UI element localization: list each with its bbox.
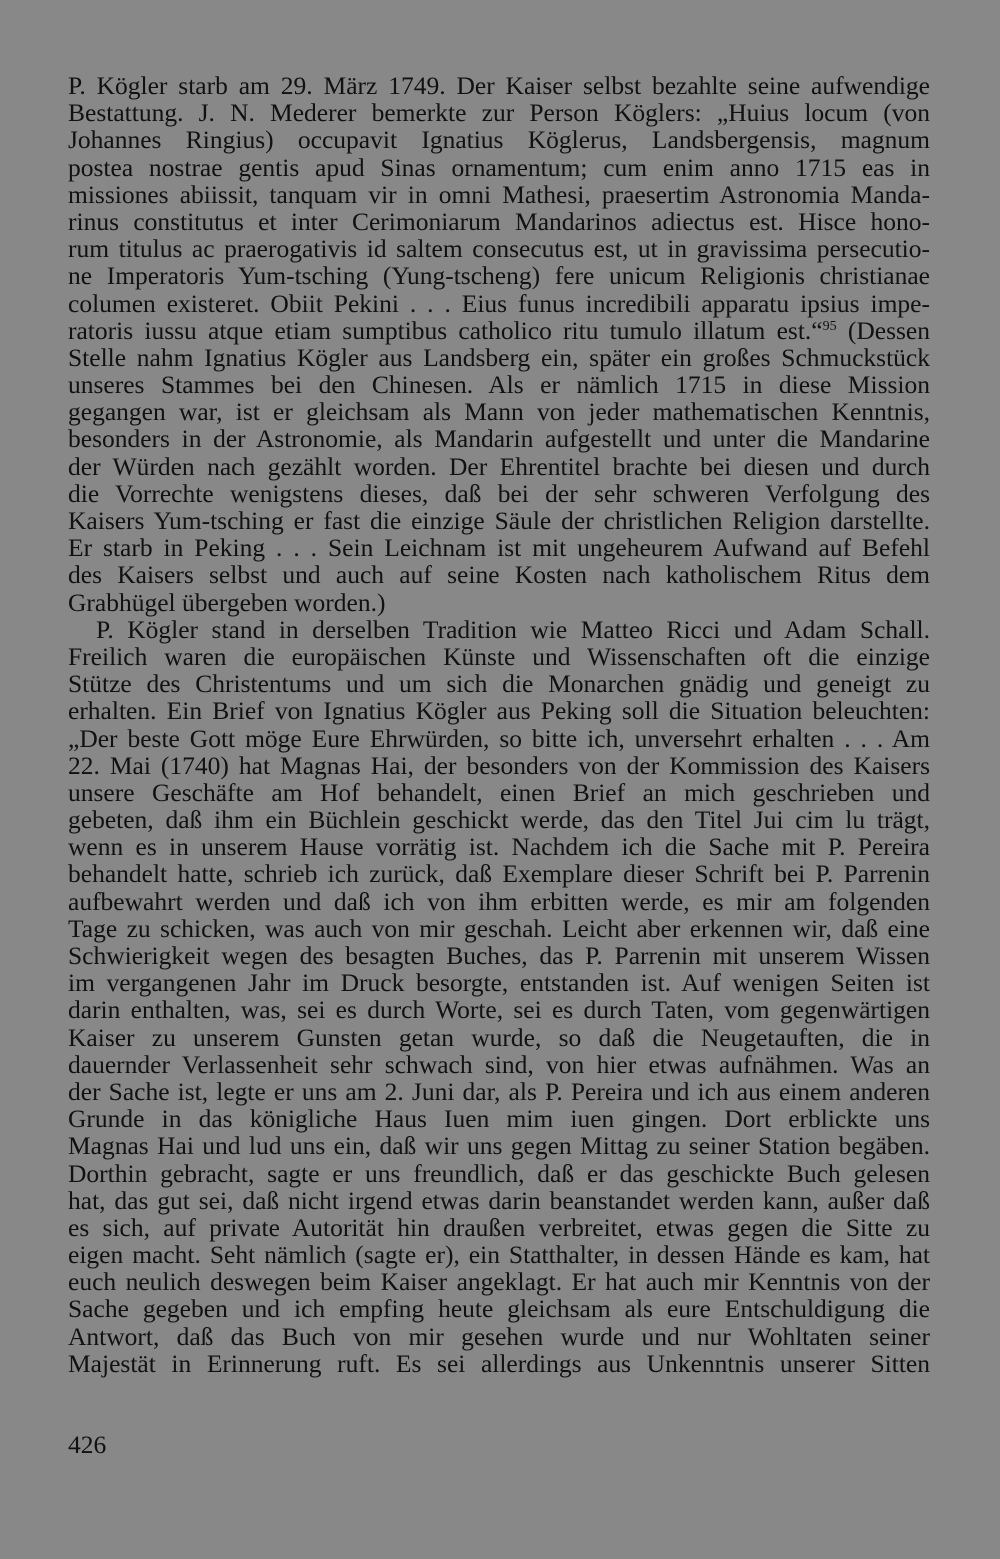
text-line: 22. Mai (1740) hat Magnas Hai, der besonders von der Kommission des Kaisers (68, 750, 930, 780)
text-line: Stütze des Christentums und um sich die Monarchen gnädig und geneigt zu (68, 669, 930, 699)
text-line: der Würden nach gezählt worden. Der Ehrentitel brachte bei diesen und durch (68, 451, 930, 481)
text-line: P. Kögler stand in derselben Tradition wie Matteo Ricci und Adam Schall. (96, 614, 930, 644)
text-line: Antwort, daß das Buch von mir gesehen wurde und nur Wohltaten seiner (68, 1321, 930, 1351)
text-line: Dorthin gebracht, sagte er uns freundlich, daß er das geschickte Buch gelesen (68, 1158, 930, 1188)
text-line: die Vorrechte wenigstens dieses, daß bei der sehr schweren Verfolgung des (68, 478, 930, 508)
text-line: behandelt hatte, schrieb ich zurück, daß Exemplare dieser Schrift bei P. Parrenin (68, 859, 930, 889)
text-line: Tage zu schicken, was auch von mir geschah. Leicht aber erkennen wir, daß eine (68, 913, 930, 943)
paragraph-2 (68, 616, 930, 1377)
text-line: es sich, auf private Autorität hin draußen verbreitet, etwas gegen die Sitte zu (68, 1212, 930, 1242)
page-number: 426 (68, 1430, 107, 1459)
text-line: Er starb in Peking . . . Sein Leichnam ist mit ungeheurem Aufwand auf Befehl (68, 533, 930, 563)
text-line: Sache gegeben und ich empfing heute gleichsam als eure Entschuldigung die (68, 1294, 930, 1324)
text-line: Johannes Ringius) occupavit Ignatius Köglerus, Landsbergensis, magnum (68, 125, 930, 155)
page-body (68, 72, 930, 1377)
text-line: darin enthalten, was, sei es durch Worte, sei es durch Taten, vom gegenwärtigen (68, 995, 930, 1025)
text-line: Freilich waren die europäischen Künste und Wissenschaften oft die einzige (68, 641, 930, 671)
text-line: Kaisers Yum-tsching er fast die einzige Säule der christlichen Religion darstellte. (68, 506, 930, 535)
text-line: postea nostrae gentis apud Sinas ornamentum; cum enim anno 1715 eas in (68, 152, 930, 182)
text-line: besonders in der Astronomie, als Mandarin aufgestellt und unter die Mandarine (68, 424, 930, 454)
text-line: Grunde in das königliche Haus Iuen mim iuen gingen. Dort erblickte uns (68, 1104, 930, 1134)
text-line: ne Imperatoris Yum-tsching (Yung-tscheng) fere unicum Religionis christianae (68, 261, 930, 291)
text-line: unsere Geschäfte am Hof behandelt, einen Brief an mich geschrieben und (68, 777, 930, 807)
text-line: Bestattung. J. N. Mederer bemerkte zur Person Köglers: „Huius locum (von (68, 98, 930, 128)
text-line-with-footnote (68, 317, 930, 344)
footnote-reference: 95 (822, 318, 837, 334)
text-line: aufbewahrt werden und daß ich von ihm erbitten werde, es mir am folgenden (68, 886, 930, 916)
text-line: wenn es in unserem Hause vorrätig ist. Nachdem ich die Sache mit P. Pereira (68, 832, 930, 862)
text-line: eigen macht. Seht nämlich (sagte er), ein Statthalter, in dessen Hände es kam, hat (68, 1240, 930, 1270)
text-segment: (Dessen (836, 315, 930, 345)
text-line: columen existeret. Obiit Pekini . . . Eius funus incredibili apparatu ipsius impe- (68, 288, 930, 318)
text-line: euch neulich deswegen beim Kaiser angeklagt. Er hat auch mir Kenntnis von der (68, 1267, 930, 1297)
text-line: hat, das gut sei, daß nicht irgend etwas darin beanstandet werden kann, außer daß (68, 1185, 930, 1215)
text-line: der Sache ist, legte er uns am 2. Juni dar, als P. Pereira und ich aus einem anderen (68, 1076, 930, 1106)
text-segment: ratoris iussu atque etiam sumptibus catholico ritu tumulo illatum est.“ (68, 315, 823, 345)
text-line: gebeten, daß ihm ein Büchlein geschickt werde, das den Titel Jui cim lu trägt, (68, 805, 930, 835)
text-line: rum titulus ac praerogativis id saltem consecutus est, ut in gravissima persecutio- (68, 234, 930, 264)
text-line: im vergangenen Jahr im Druck besorgte, entstanden ist. Auf wenigen Seiten ist (68, 968, 930, 998)
text-line: rinus constitutus et inter Cerimoniarum Mandarinos adiectus est. Hisce hono- (68, 206, 930, 236)
text-line: des Kaisers selbst und auch auf seine Kosten nach katholischem Ritus dem (68, 560, 930, 590)
text-line: Schwierigkeit wegen des besagten Buches, das P. Parrenin mit unserem Wissen (68, 941, 930, 970)
text-line: gegangen war, ist er gleichsam als Mann von jeder mathematischen Kenntnis, (68, 397, 930, 427)
text-line: dauernder Verlassenheit sehr schwach sind, von hier etwas aufnähmen. Was an (68, 1049, 930, 1079)
text-line: P. Kögler starb am 29. März 1749. Der Kaiser selbst bezahlte seine aufwendige (68, 71, 930, 100)
paragraph-1 (68, 72, 930, 616)
text-line: unseres Stammes bei den Chinesen. Als er nämlich 1715 in diese Mission (68, 370, 930, 400)
text-line: Kaiser zu unserem Gunsten getan wurde, so daß die Neugetauften, die in (68, 1022, 930, 1052)
text-line: Majestät in Erinnerung ruft. Es sei allerdings aus Unkenntnis unserer Sitten (68, 1348, 930, 1378)
text-line: Stelle nahm Ignatius Kögler aus Landsberg ein, später ein großes Schmuckstück (68, 342, 930, 372)
text-line: „Der beste Gott möge Eure Ehrwürden, so bitte ich, unversehrt erhalten . . . Am (68, 723, 930, 753)
text-line: missiones abiissit, tanquam vir in omni Mathesi, praesertim Astronomia Manda- (68, 179, 930, 209)
text-line: Grabhügel übergeben worden.) (68, 587, 386, 617)
text-line: erhalten. Ein Brief von Ignatius Kögler aus Peking soll die Situation beleuchten: (68, 696, 930, 726)
text-line: Magnas Hai und lud uns ein, daß wir uns gegen Mittag zu seiner Station begäben. (68, 1131, 930, 1161)
